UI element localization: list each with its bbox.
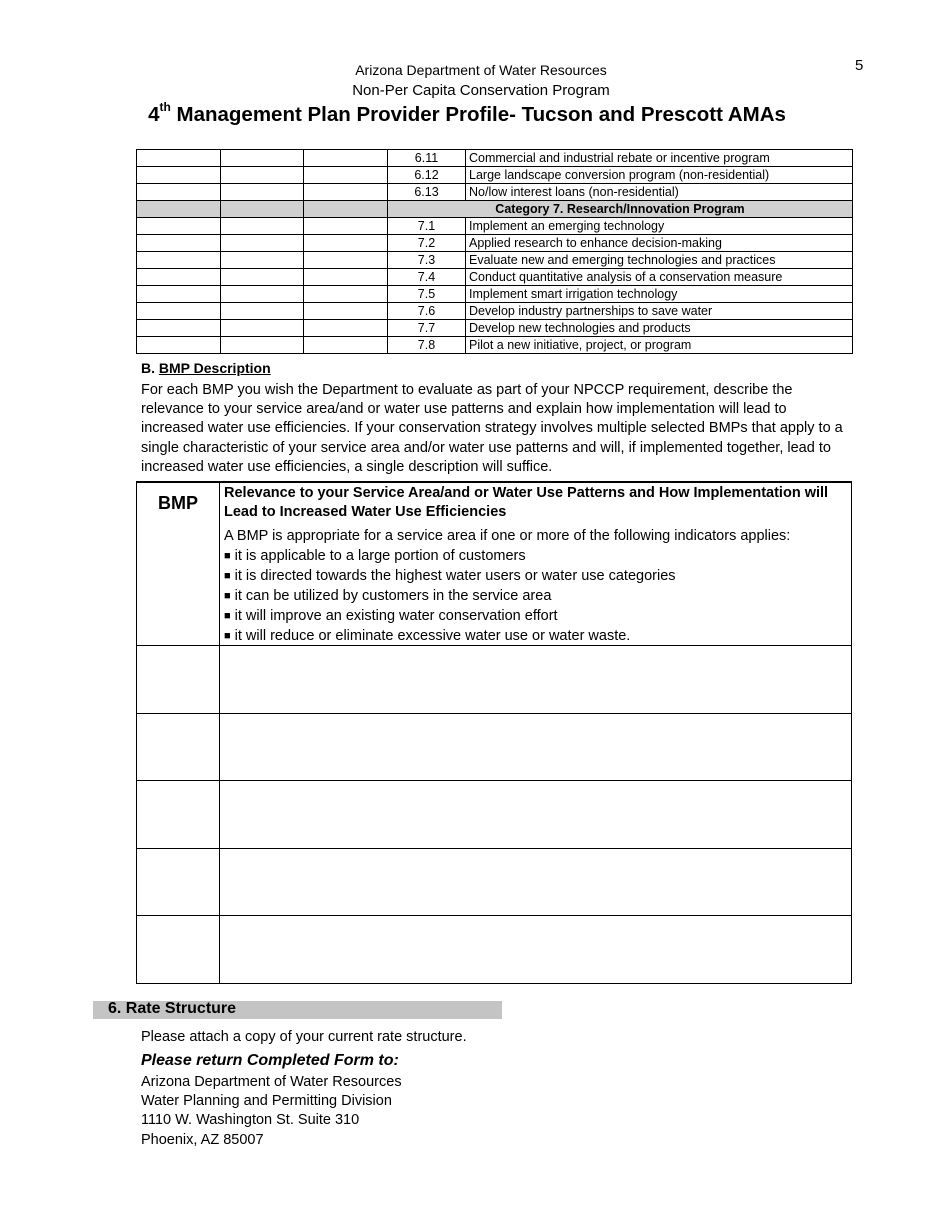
list-item: ■ it is directed towards the highest water users or water use categories [224,567,676,587]
table-row [137,235,853,252]
table-row [137,150,853,167]
table-row [137,303,853,320]
category-row [137,201,853,218]
bmp-number: 7.6 [388,303,466,320]
bmp-number: 7.2 [388,235,466,252]
bmp-number: 7.1 [388,218,466,235]
column-divider [219,481,220,984]
section-6-title: 6. Rate Structure [108,1000,237,1017]
address-line: Phoenix, AZ 85007 [141,1131,264,1148]
row-divider [136,645,852,646]
indicator-list [224,547,676,647]
bmp-table [136,149,853,354]
page-title [0,102,934,127]
relevance-column-header: Relevance to your Service Area/and or Water Use Patterns and How Implementation will Lead to Increased Water Use Efficiencies [224,485,829,520]
list-item: ■ it is applicable to a large portion of customers [224,547,676,567]
bmp-number: 6.11 [388,150,466,167]
table-row [137,252,853,269]
row-divider [136,848,852,849]
table-row [137,269,853,286]
bmp-description: Large landscape conversion program (non-residential) [466,167,853,184]
list-item: ■ it will reduce or eliminate excessive water use or water waste. [224,627,676,647]
list-item: ■ it can be utilized by customers in the service area [224,587,676,607]
section-b-title: BMP Description [158,360,271,376]
bmp-number: 7.5 [388,286,466,303]
address-line: Arizona Department of Water Resources [141,1074,402,1090]
bmp-number: 7.3 [388,252,466,269]
section-b-prefix: B. [141,360,155,376]
bmp-description: No/low interest loans (non-residential) [466,184,853,201]
indicator-intro: A BMP is appropriate for a service area if one or more of the following indicators applies: [224,528,791,544]
title-prefix: 4 [148,102,160,126]
bmp-description: Pilot a new initiative, project, or program [466,337,853,354]
table-row [137,167,853,184]
section-b-heading [141,360,271,376]
rate-structure-text: Please attach a copy of your current rate structure. [141,1029,467,1045]
header-agency: Arizona Department of Water Resources [355,62,607,78]
table-row [137,286,853,303]
bmp-description: Evaluate new and emerging technologies and practices [466,252,853,269]
category-label: Category 7. Research/Innovation Program [388,201,853,218]
bmp-column-header: BMP [158,493,198,513]
bmp-description: Develop new technologies and products [466,320,853,337]
return-address [141,1073,402,1150]
bmp-description: Commercial and industrial rebate or incentive program [466,150,853,167]
bmp-description: Implement an emerging technology [466,218,853,235]
bmp-description: Develop industry partnerships to save water [466,303,853,320]
table-row [137,320,853,337]
header-program: Non-Per Capita Conservation Program [352,82,610,99]
bmp-description: Applied research to enhance decision-making [466,235,853,252]
row-divider [136,713,852,714]
list-item: ■ it will improve an existing water conservation effort [224,607,676,627]
address-line: 1110 W. Washington St. Suite 310 [141,1112,360,1129]
page-number: 5 [855,57,864,74]
table-row [137,337,853,354]
bmp-description: Conduct quantitative analysis of a conservation measure [466,269,853,286]
bmp-number: 7.4 [388,269,466,286]
title-sup: th [159,100,171,114]
bmp-number: 7.8 [388,337,466,354]
row-divider [136,780,852,781]
table-row [137,218,853,235]
return-heading: Please return Completed Form to: [141,1052,399,1069]
bmp-description: Implement smart irrigation technology [466,286,853,303]
row-divider [136,915,852,916]
address-line: Water Planning and Permitting Division [141,1093,392,1110]
bmp-number: 6.12 [388,167,466,184]
bmp-number: 7.7 [388,320,466,337]
table-row [137,184,853,201]
bmp-number: 6.13 [388,184,466,201]
title-rest: Management Plan Provider Profile- Tucson and Prescott AMAs [170,102,786,126]
section-b-instructions: For each BMP you wish the Department to evaluate as part of your NPCCP requirement, describe the relevance to your service area/and or water use patterns and explain how implementation will lead to increased water use efficiencies. If your conservation strategy involves multiple selected BMPs that apply to a single characteristic of your service area and/or water use patterns and will, if implemented together, lead to increased water use efficiencies, a single description will suffice. [141,382,843,475]
